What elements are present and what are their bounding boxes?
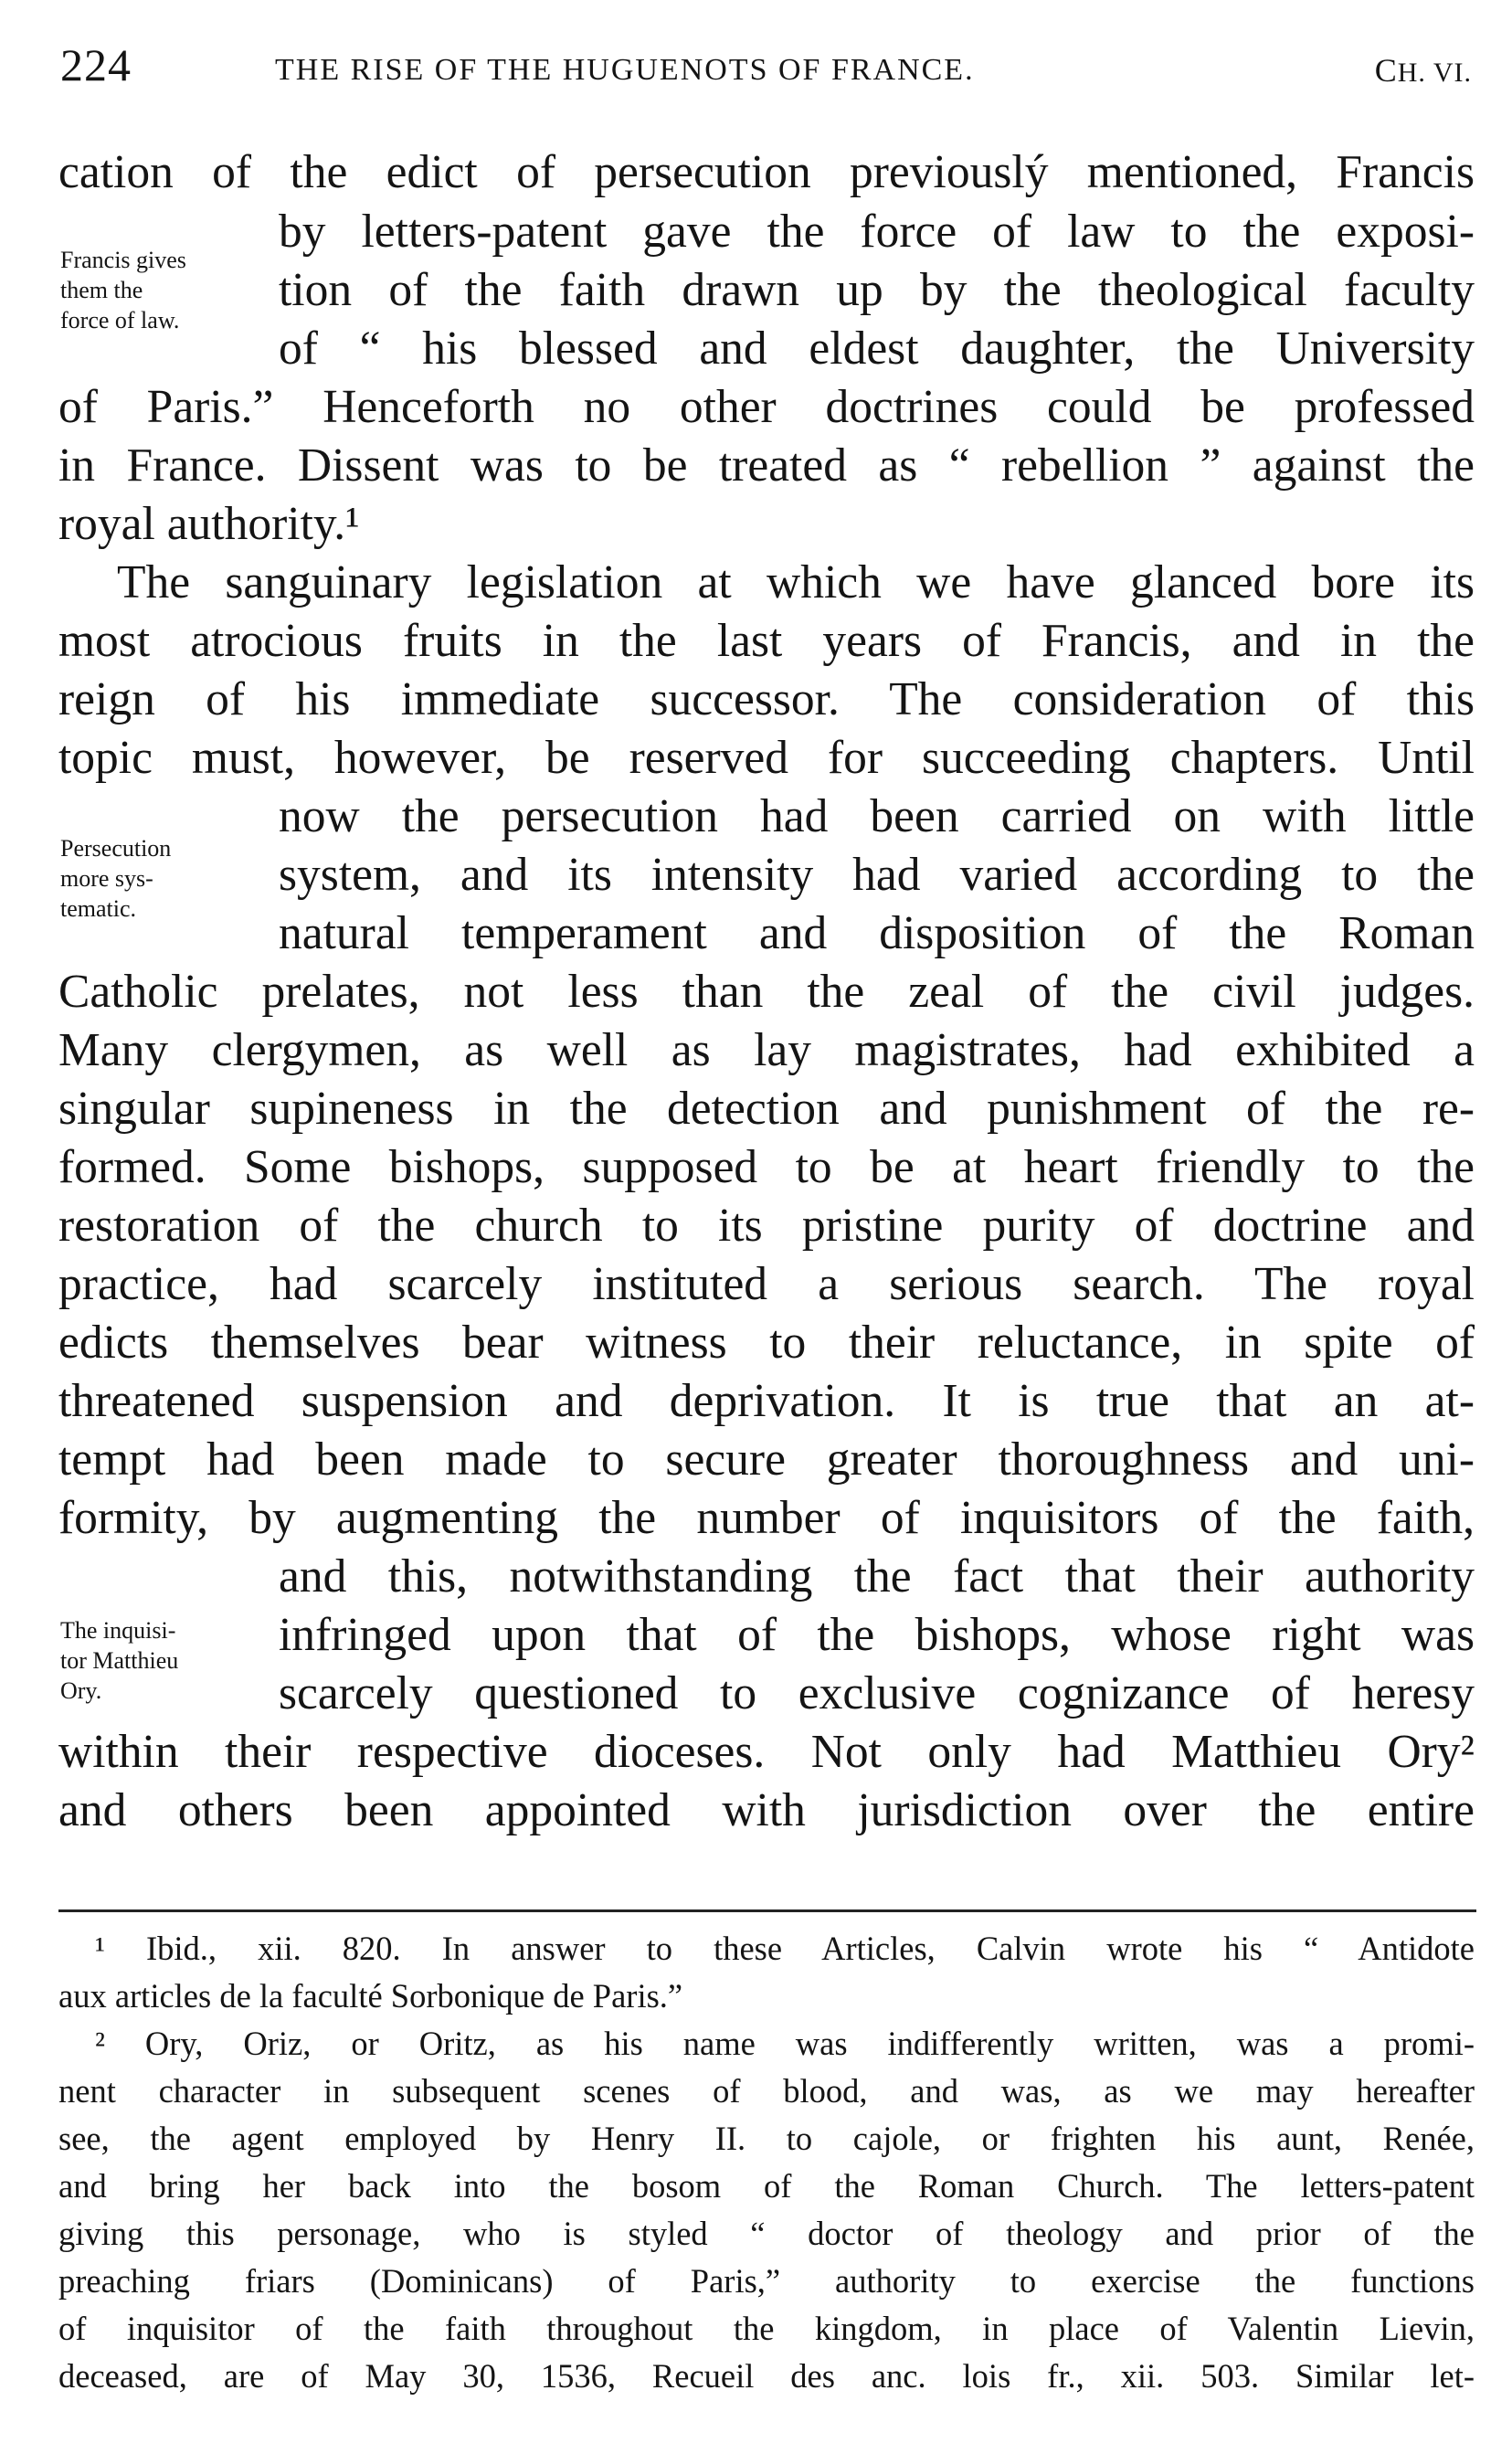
body-line: of “ his blessed and eldest daughter, the University <box>279 323 1475 375</box>
body-line: formed. Some bishops, supposed to be at heart friendly to the <box>58 1141 1475 1193</box>
body-line: in France. Dissent was to be treated as “ rebellion ” against the <box>58 439 1475 492</box>
footnote-line: aux articles de la faculté Sorbonique de Paris.” <box>58 1977 683 2015</box>
body-line: natural temperament and disposition of the Roman <box>279 907 1475 959</box>
body-line: tion of the faith drawn up by the theological faculty <box>279 264 1475 316</box>
body-line: formity, by augmenting the number of inquisitors of the faith, <box>58 1492 1475 1544</box>
body-line: tempt had been made to secure greater thoroughness and uni- <box>58 1433 1475 1486</box>
footnote-line: ² Ory, Oriz, or Oritz, as his name was indifferently written, was a promi- <box>95 2025 1475 2062</box>
marginal-note-persecution <box>60 833 261 924</box>
marginal-note-francis <box>60 245 261 335</box>
body-line: restoration of the church to its pristine purity of doctrine and <box>58 1200 1475 1252</box>
chapter-prefix: C <box>1374 52 1398 89</box>
body-line: most atrocious fruits in the last years of Francis, and in the <box>58 615 1475 667</box>
body-line: of Paris.” Henceforth no other doctrines could be professed <box>58 381 1475 433</box>
body-line: system, and its intensity had varied according to the <box>279 849 1475 901</box>
body-line: reign of his immediate successor. The consideration of this <box>58 673 1475 725</box>
footnote-line: of inquisitor of the faith throughout the kingdom, in place of Valentin Lievin, <box>58 2310 1475 2347</box>
body-line: threatened suspension and deprivation. It is true that an at- <box>58 1375 1475 1427</box>
body-line: singular supineness in the detection and punishment of the re- <box>58 1083 1475 1135</box>
marginal-note-line: Francis gives <box>60 247 186 273</box>
body-line: topic must, however, be reserved for succeeding chapters. Until <box>58 732 1475 784</box>
marginal-note-line: Persecution <box>60 835 172 862</box>
marginal-note-line: more sys- <box>60 865 153 892</box>
footnote-line: see, the agent employed by Henry II. to cajole, or frighten his aunt, Renée, <box>58 2120 1475 2157</box>
marginal-note-line: tematic. <box>60 895 137 922</box>
body-line: scarcely questioned to exclusive cognizance of heresy <box>279 1667 1475 1719</box>
marginal-note-line: The inquisi- <box>60 1617 176 1644</box>
body-line: by letters-patent gave the force of law to the exposi- <box>279 206 1475 258</box>
footnote-rule <box>58 1909 1476 1912</box>
body-line: now the persecution had been carried on with little <box>279 790 1475 842</box>
body-line: within their respective dioceses. Not only had Matthieu Ory² <box>58 1726 1475 1778</box>
running-header <box>60 38 1472 102</box>
running-title: THE RISE OF THE HUGUENOTS OF FRANCE. <box>275 53 975 87</box>
body-line: Catholic prelates, not less than the zeal of the civil judges. <box>58 966 1475 1018</box>
marginal-note-line: tor Matthieu <box>60 1647 179 1674</box>
footnote-line: nent character in subsequent scenes of blood, and was, as we may hereafter <box>58 2072 1475 2110</box>
chapter-reference <box>1375 51 1472 90</box>
footnote-line: preaching friars (Dominicans) of Paris,” authority to exercise the functions <box>58 2262 1475 2300</box>
body-line: and others been appointed with jurisdiction over the entire <box>58 1784 1475 1836</box>
marginal-note-line: them the <box>60 277 143 303</box>
marginal-note-ory <box>60 1615 261 1706</box>
footnote-line: deceased, are of May 30, 1536, Recueil des anc. lois fr., xii. 503. Similar let- <box>58 2357 1475 2395</box>
body-line: royal authority.¹ <box>58 498 360 550</box>
footnote-line: giving this personage, who is styled “ doctor of theology and prior of the <box>58 2215 1475 2252</box>
body-line: Many clergymen, as well as lay magistrates, had exhibited a <box>58 1024 1475 1076</box>
body-line: edicts themselves bear witness to their reluctance, in spite of <box>58 1317 1475 1369</box>
body-line: and this, notwithstanding the fact that their authority <box>279 1550 1475 1603</box>
chapter-number: H. VI. <box>1397 58 1472 88</box>
footnote-line: ¹ Ibid., xii. 820. In answer to these Articles, Calvin wrote his “ Antidote <box>95 1930 1475 1967</box>
body-line: practice, had scarcely instituted a serious search. The royal <box>58 1258 1475 1310</box>
body-line: The sanguinary legislation at which we have glanced bore its <box>117 556 1475 608</box>
page-number: 224 <box>60 39 132 90</box>
marginal-note-line: force of law. <box>60 307 180 333</box>
body-line: cation of the edict of persecution previouslý mentioned, Francis <box>58 146 1475 198</box>
footnote-line: and bring her back into the bosom of the Roman Church. The letters-patent <box>58 2167 1475 2205</box>
marginal-note-line: Ory. <box>60 1677 102 1704</box>
body-line: infringed upon that of the bishops, whose right was <box>279 1609 1475 1661</box>
